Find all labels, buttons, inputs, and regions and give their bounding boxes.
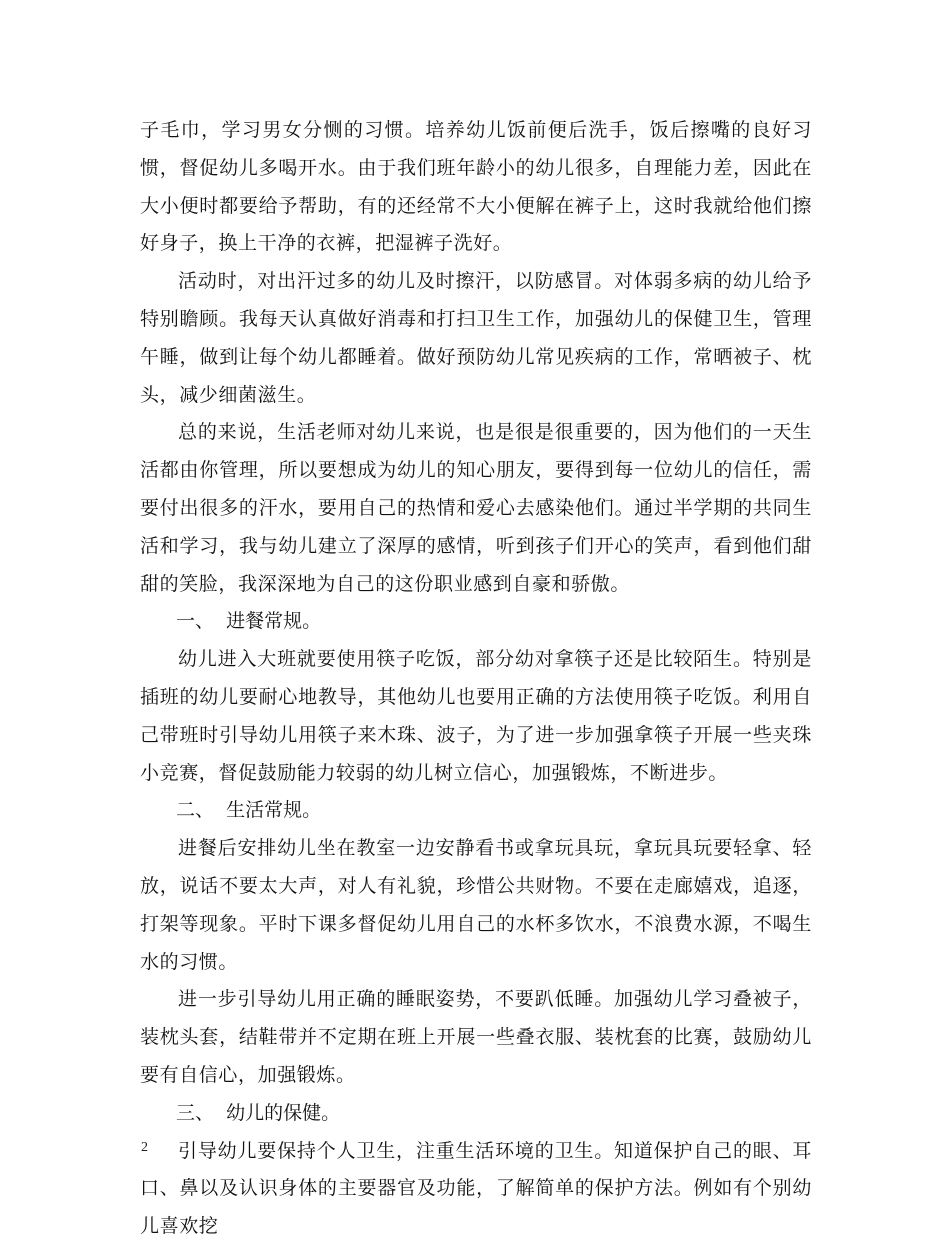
paragraph: 总的来说，生活老师对幼儿来说，也是很是很重要的，因为他们的一天生活都由你管理，所以要想成为幼儿的知心朋友，要得到每一位幼儿的信任，需要付出很多的汗水，要用自己的热情和爱心去感染他们。通过半学期的共同生活和学习，我与幼儿建立了深厚的感情，听到孩子们开心的笑声，看到他们甜甜的笑脸，我深深地为自己的这份职业感到自豪和骄傲。	[140, 421, 812, 595]
paragraph: 进餐后安排幼儿坐在教室一边安静看书或拿玩具玩，拿玩具玩要轻拿、轻放，说话不要太大声，对人有礼貌，珍惜公共财物。不要在走廊嬉戏，追逐，打架等现象。平时下课多督促幼儿用自己的水杯多饮水，不浪费水源，不喝生水的习惯。	[140, 837, 812, 973]
page-number: 2	[141, 1140, 148, 1155]
section-heading: 一、 进餐常规。	[176, 610, 322, 633]
document-body	[140, 112, 812, 1246]
paragraph: 子毛巾，学习男女分恻的习惯。培养幼儿饭前便后洗手，饭后擦嘴的良好习惯，督促幼儿多喝开水。由于我们班年龄小的幼儿很多，自理能力差，因此在大小便时都要给予帮助，有的还经常不大小便解在裤子上，这时我就给他们擦好身子，换上干净的衣裤，把湿裤子洗好。	[140, 119, 812, 255]
paragraph: 引导幼儿要保持个人卫生，注重生活环境的卫生。知道保护自己的眼、耳口、鼻以及认识身体的主要器官及功能，了解简单的保护方法。例如有个别幼儿喜欢挖	[140, 1139, 812, 1238]
paragraph: 进一步引导幼儿用正确的睡眠姿势，不要趴低睡。加强幼儿学习叠被子，装枕头套，结鞋带并不定期在班上开展一些叠衣服、装枕套的比赛，鼓励幼儿要有自信心，加强锻炼。	[140, 988, 812, 1086]
paragraph: 幼儿进入大班就要使用筷子吃饭，部分幼对拿筷子还是比较陌生。特别是插班的幼儿要耐心地教导，其他幼儿也要用正确的方法使用筷子吃饭。利用自己带班时引导幼儿用筷子来木珠、波子，为了进一步加强拿筷子开展一些夹珠小竞赛，督促鼓励能力较弱的幼儿树立信心，加强锻炼，不断进步。	[140, 648, 812, 784]
section-heading: 二、 生活常规。	[176, 799, 322, 822]
paragraph: 活动时，对出汗过多的幼儿及时擦汗，以防感冒。对体弱多病的幼儿给予特别瞻顾。我每天认真做好消毒和打扫卫生工作，加强幼儿的保健卫生，管理午睡，做到让每个幼儿都睡着。做好预防幼儿常见疾病的工作，常晒被子、枕头，减少细菌滋生。	[140, 270, 812, 406]
section-heading: 三、 幼儿的保健。	[176, 1101, 341, 1124]
